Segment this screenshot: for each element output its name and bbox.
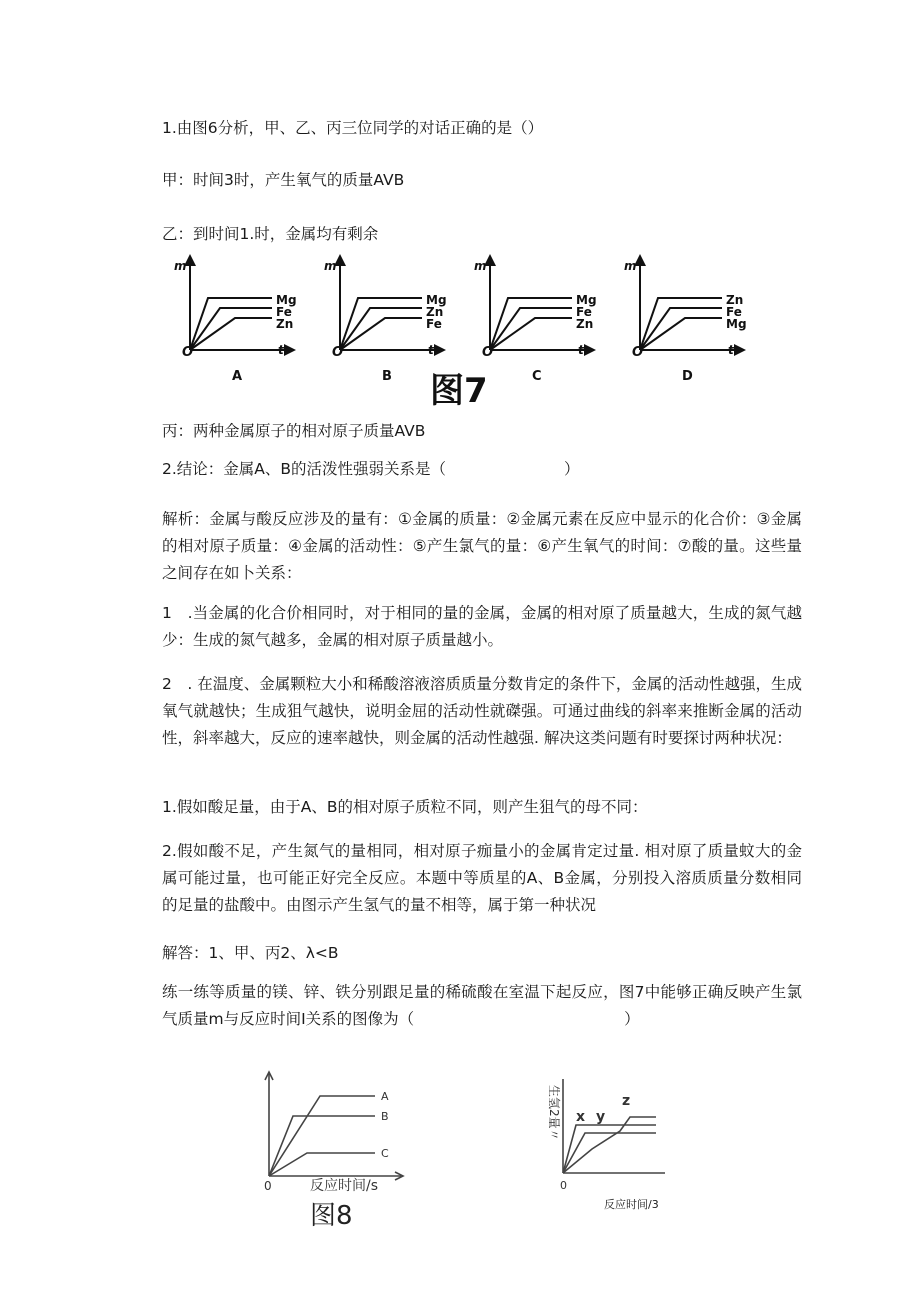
- statement-bing: 丙：两种金属原子的相对原子质量AVB: [162, 422, 426, 440]
- question-2-close: ）: [564, 460, 580, 478]
- fig8-origin: 0: [264, 1179, 272, 1193]
- fig7-axis-y-A: m: [174, 259, 187, 273]
- fig7-axis-y-D: m: [624, 259, 637, 273]
- fig8-line-c: [269, 1153, 375, 1176]
- question-2-text: 2.结论：金属A、B的活泼性强弱关系是（: [162, 460, 447, 478]
- fig9-label-z: z: [622, 1093, 631, 1109]
- fig7-axis-y-B: m: [324, 259, 337, 273]
- relation-1: 1 .当金属的化合价相同时，对于相同的量的金属，金属的相对原了质量越大，生成的氮气越少：生成的氮气越多，金属的相对原子质量越小。: [162, 604, 802, 649]
- statement-jia: 甲：时间3时，产生氧气的质量AVB: [162, 171, 405, 189]
- fig7-label-top-A: Mg: [276, 293, 297, 307]
- fig9-origin: 0: [560, 1179, 567, 1192]
- figure-7: [150, 250, 770, 415]
- figure-8: [255, 1068, 425, 1228]
- fig7-axis-x-B: t: [428, 343, 434, 357]
- fig7-origin-A: O: [182, 345, 194, 360]
- fig7-label-bot-B: Fe: [426, 317, 442, 331]
- figure-7-caption: 图7: [430, 371, 488, 411]
- fig7-origin-B: O: [332, 345, 344, 360]
- fig8-caption: 图8: [310, 1201, 353, 1228]
- fig8-xlabel: 反应时间/s: [310, 1178, 379, 1194]
- fig7-label-mid-D: Fe: [726, 305, 742, 319]
- fig9-label-x: x: [576, 1109, 586, 1125]
- relation-2: 2 . 在温度、金属颗粒大小和稀酸溶液溶质质量分数肯定的条件下，金属的活动性越强，生成氧气就越快；生成狙气越快，说明金屈的活动性就磔强。可通过曲线的斜率来推断金属的活动性，斜率越大，反应的速率越快，则金属的活动性越强. 解决这类问题有时要探讨两种状况：: [162, 675, 802, 747]
- practice-question: [162, 979, 802, 1033]
- fig7-panel-label-A: A: [232, 369, 243, 384]
- case-2: 2.假如酸不足，产生氮气的量相同，相对原子痂量小的金属肯定过量. 相对原了质量蚊大的金属可能过量，也可能正好完全反应。本题中等质星的A、B金属，分别投入溶质质量分数相同的足量的盐酸中。由图示产生氢气的量不相等，属于第一种状况: [162, 842, 802, 914]
- fig7-label-mid-B: Zn: [426, 305, 444, 319]
- figure-9: [530, 1075, 690, 1195]
- fig9-line-y: [563, 1133, 656, 1173]
- fig8-label-b: B: [381, 1110, 389, 1123]
- question-2: [162, 458, 580, 480]
- fig7-axis-x-D: t: [728, 343, 734, 357]
- fig7-label-bot-C: Zn: [576, 317, 594, 331]
- practice-text: 练一练等质量的镁、锌、铁分别跟足量的稀硫酸在室温下起反应，图7中能够正确反映产生氯气质量m与反应时间I关系的图像为（: [162, 983, 802, 1028]
- fig7-panel-label-B: B: [382, 369, 392, 384]
- fig7-origin-D: O: [632, 345, 644, 360]
- fig9-ylabel: 生氢2量〃: [547, 1085, 561, 1141]
- statement-yi: 乙：到时间1.时，金属均有剩余: [162, 225, 379, 243]
- fig7-label-top-B: Mg: [426, 293, 447, 307]
- case-1: 1.假如酸足量，由于A、B的相对原子质粒不同，则产生狙气的母不同：: [162, 798, 648, 816]
- fig7-axis-x-A: t: [278, 343, 284, 357]
- fig7-panel-label-C: C: [532, 369, 542, 384]
- fig7-origin-C: O: [482, 345, 494, 360]
- answer-line: 解答：1、甲、丙2、λ<B: [162, 944, 339, 962]
- fig7-panel-label-D: D: [682, 369, 693, 384]
- question-1: 1.由图6分析，甲、乙、丙三位同学的对话正确的是（）: [162, 119, 544, 137]
- fig8-label-c: C: [381, 1147, 389, 1160]
- fig7-label-mid-C: Fe: [576, 305, 592, 319]
- fig7-label-bot-D: Mg: [726, 317, 747, 331]
- fig8-label-a: A: [381, 1090, 389, 1103]
- fig7-axis-x-C: t: [578, 343, 584, 357]
- fig7-label-mid-A: Fe: [276, 305, 292, 319]
- fig9-xlabel: 反应时间/3: [604, 1198, 659, 1211]
- fig9-label-y: y: [596, 1109, 606, 1125]
- analysis-paragraph: 解析：金属与酸反应涉及的量有：①金属的质量：②金属元素在反应中显示的化合价：③金属的相对原子质量：④金属的活动性：⑤产生氯气的量：⑥产生氧气的时间：⑦酸的量。这些量之间存在如卜关系：: [162, 510, 802, 582]
- fig7-label-bot-A: Zn: [276, 317, 294, 331]
- fig7-label-top-D: Zn: [726, 293, 744, 307]
- fig7-axis-y-C: m: [474, 259, 487, 273]
- fig7-label-top-C: Mg: [576, 293, 597, 307]
- practice-close: ）: [624, 1010, 640, 1028]
